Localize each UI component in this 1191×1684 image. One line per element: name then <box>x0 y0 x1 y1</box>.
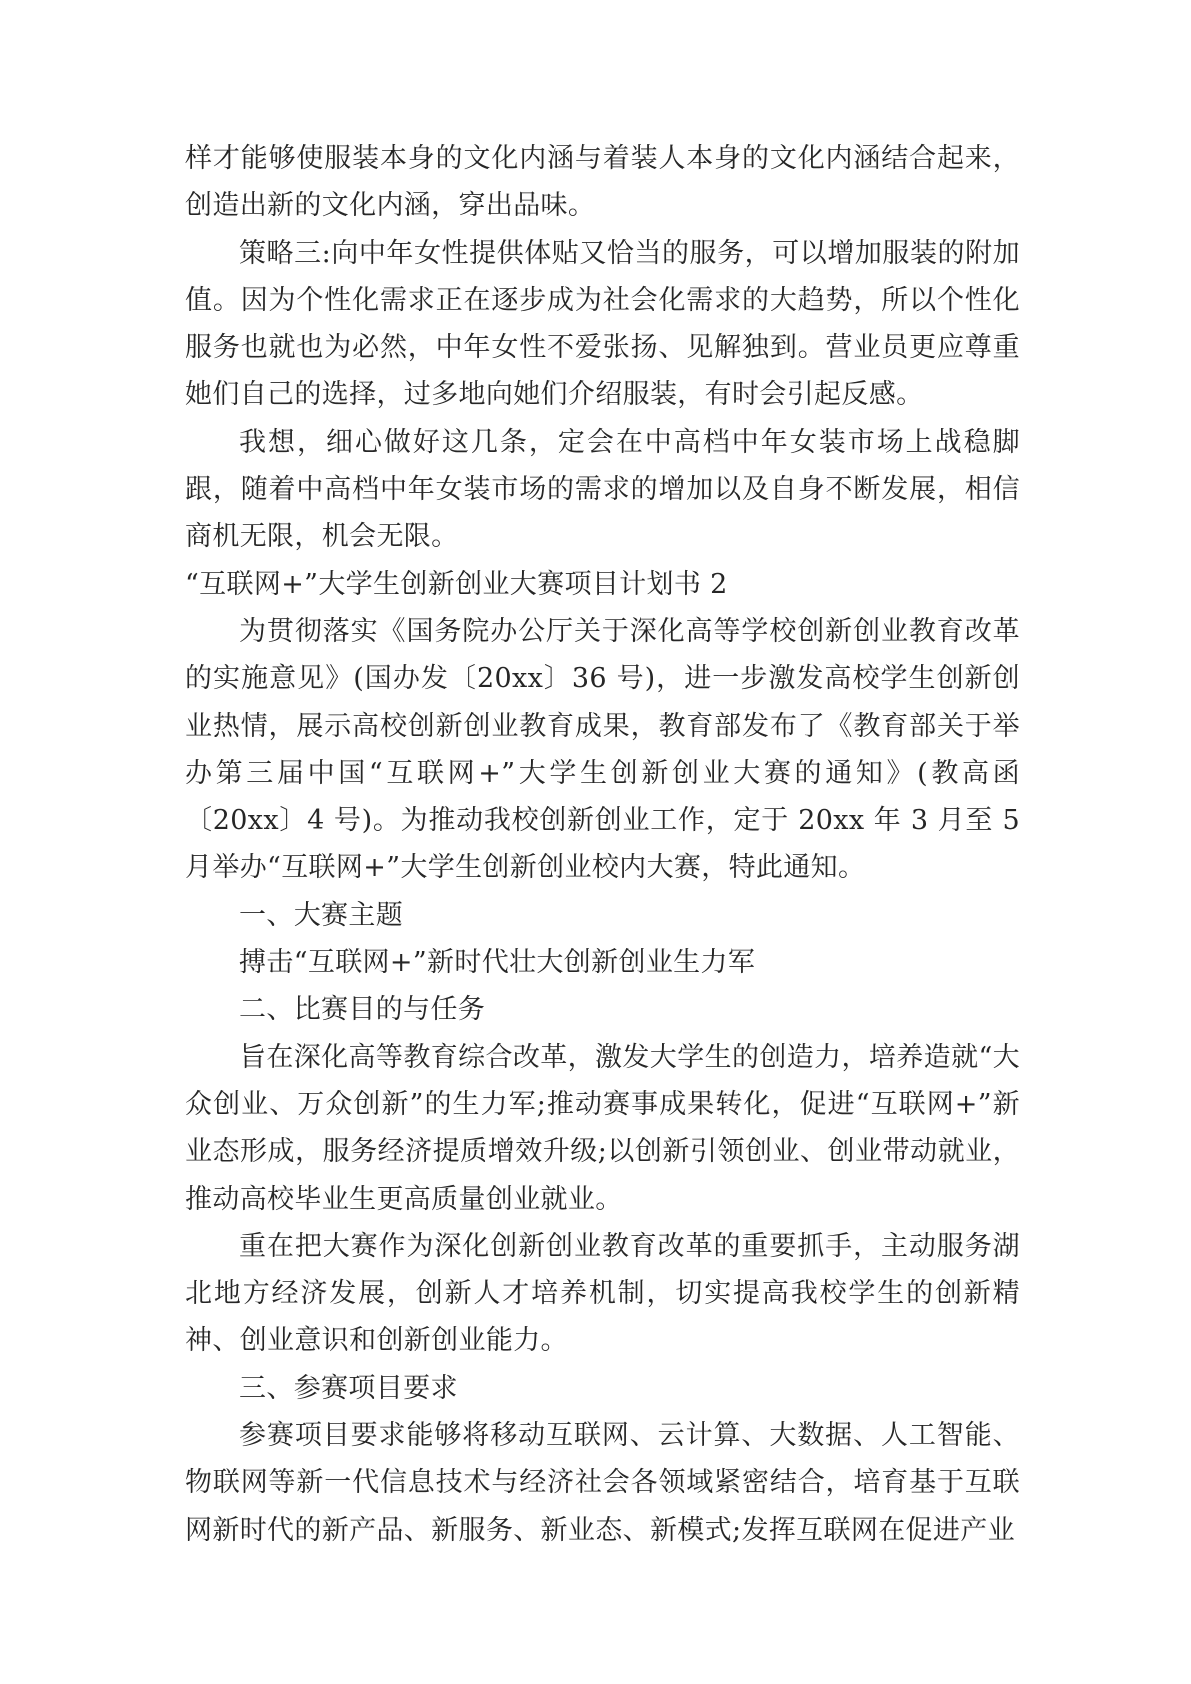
paragraph: 为贯彻落实《国务院办公厅关于深化高等学校创新创业教育改革的实施意见》(国办发〔20xx〕36 号)，进一步激发高校学生创新创业热情，展示高校创新创业教育成果，教育部发布了《教育部关于举办第三届中国“互联网+”大学生创新创业大赛的通知》(教高函〔20xx〕4 号)。为推动我校创新创业工作，定于 20xx 年 3 月至 5 月举办“互联网+”大学生创新创业校内大赛，特此通知。 <box>185 615 1020 884</box>
document-body <box>185 135 1020 1554</box>
paragraph: 参赛项目要求能够将移动互联网、云计算、大数据、人工智能、物联网等新一代信息技术与经济社会各领域紧密结合，培育基于互联网新时代的新产品、新服务、新业态、新模式;发挥互联网在促进产业 <box>185 1420 1020 1546</box>
paragraph: 策略三:向中年女性提供体贴又恰当的服务，可以增加服装的附加值。因为个性化需求正在逐步成为社会化需求的大趋势，所以个性化服务也就也为必然，中年女性不爱张扬、见解独到。营业员更应尊重她们自己的选择，过多地向她们介绍服装，有时会引起反感。 <box>185 237 1020 411</box>
paragraph: 重在把大赛作为深化创新创业教育改革的重要抓手，主动服务湖北地方经济发展，创新人才培养机制，切实提高我校学生的创新精神、创业意识和创新创业能力。 <box>185 1230 1020 1357</box>
section-heading: 二、比赛目的与任务 <box>239 994 486 1026</box>
paragraph: 样才能够使服装本身的文化内涵与着装人本身的文化内涵结合起来，创造出新的文化内涵，穿出品味。 <box>185 143 1020 222</box>
paragraph: 旨在深化高等教育综合改革，激发大学生的创造力，培养造就“大众创业、万众创新”的生力军;推动赛事成果转化，促进“互联网+”新业态形成，服务经济提质增效升级;以创新引领创业、创业带动就业，推动高校毕业生更高质量创业就业。 <box>185 1041 1020 1215</box>
section-title: “互联网+”大学生创新创业大赛项目计划书 2 <box>185 568 728 600</box>
section-heading: 一、大赛主题 <box>239 899 404 931</box>
paragraph: 搏击“互联网+”新时代壮大创新创业生力军 <box>239 947 756 979</box>
section-heading: 三、参赛项目要求 <box>239 1372 458 1404</box>
paragraph: 我想，细心做好这几条，定会在中高档中年女装市场上战稳脚跟，随着中高档中年女装市场的需求的增加以及自身不断发展，相信商机无限，机会无限。 <box>185 426 1020 553</box>
